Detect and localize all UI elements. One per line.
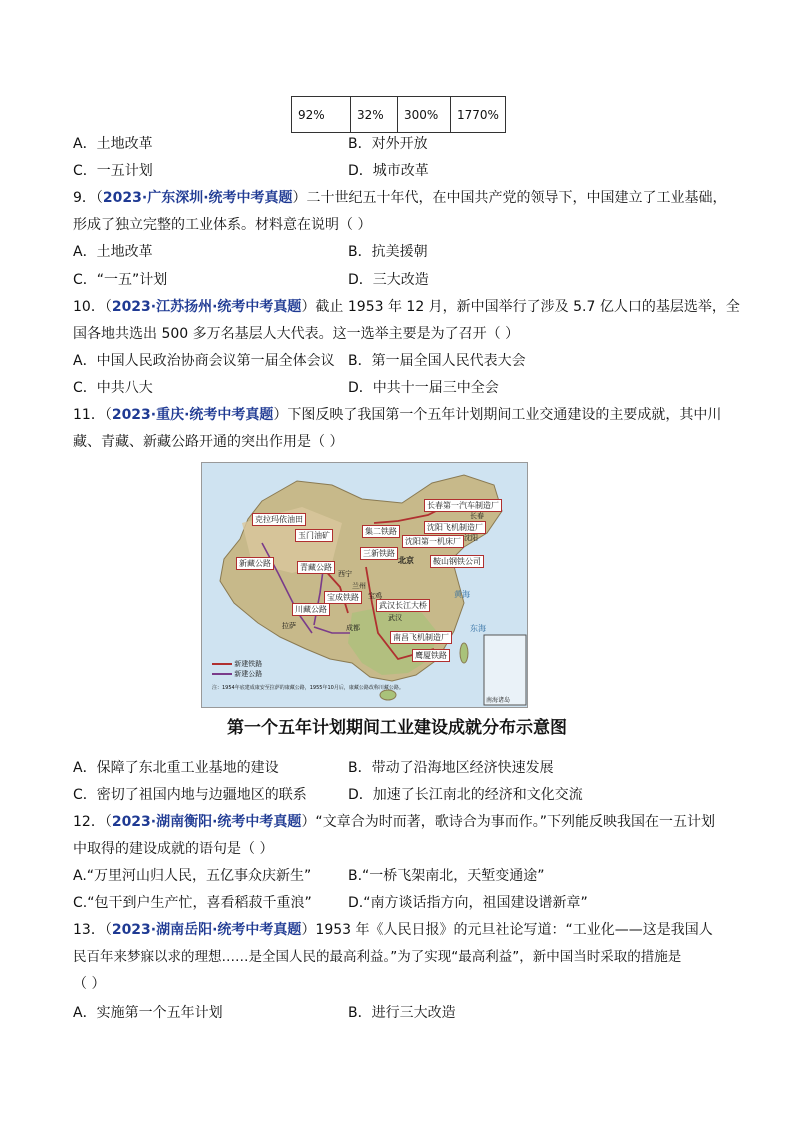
map-city: 西宁 (338, 570, 352, 578)
q11-stem-line2: 藏、青藏、新藏公路开通的突出作用是（ ） (73, 434, 344, 450)
q12-option-c: C.“包干到户生产忙，喜看稻菽千重浪” (73, 895, 312, 911)
q11-option-a: A．保障了东北重工业基地的建设 (73, 760, 279, 776)
map-city: 北京 (398, 556, 414, 565)
map-label: 青藏公路 (297, 561, 335, 574)
map-city: 长春 (470, 512, 484, 520)
q9-stem-line1: 9．（2023·广东深圳·统考中考真题）二十世纪五十年代，在中国共产党的领导下，中国建立了工业基础， (73, 190, 727, 206)
q9-option-c: C．“一五”计划 (73, 272, 168, 288)
map-label: 川藏公路 (292, 603, 330, 616)
map-label: 南昌飞机制造厂 (390, 631, 452, 644)
map-label: 鹰厦铁路 (412, 649, 450, 662)
q12-option-a: A.“万里河山归人民，五亿事众庆新生” (73, 868, 312, 884)
q12-stem-line2: 中取得的建设成就的语句是（ ） (73, 841, 274, 857)
map-label: 沈阳第一机床厂 (402, 535, 464, 548)
q9-stem-line2: 形成了独立完整的工业体系。材料意在说明（ ） (73, 217, 372, 233)
map-label: 新藏公路 (236, 557, 274, 570)
map-label: 沈阳飞机制造厂 (424, 521, 486, 534)
map-city: 沈阳 (464, 534, 478, 542)
q10-option-b: B．第一届全国人民代表大会 (348, 353, 526, 369)
q12-option-d: D.“南方谈话指方向，祖国建设谱新章” (348, 895, 588, 911)
q13-source: 2023·湖南岳阳·统考中考真题 (111, 922, 302, 938)
table-cell: 92% (292, 97, 351, 133)
q11-stem-line1: 11．（2023·重庆·统考中考真题）下图反映了我国第一个五年计划期间工业交通建设的主要成就，其中川 (73, 407, 722, 423)
q12-stem-line1: 12．（2023·湖南衡阳·统考中考真题）“文章合为时而著，歌诗合为事而作。”下列能反映我国在一五计划 (73, 814, 715, 830)
map-legend: 新建铁路 新建公路 (212, 659, 262, 679)
q11-option-c: C．密切了祖国内地与边疆地区的联系 (73, 787, 307, 803)
map-city: 拉萨 (282, 622, 296, 630)
q11-source: 2023·重庆·统考中考真题 (111, 407, 274, 423)
q10-option-a: A．中国人民政治协商会议第一届全体会议 (73, 353, 335, 369)
map-label: 玉门油矿 (295, 529, 333, 542)
q12-option-b: B.“一桥飞架南北，天堑变通途” (348, 868, 545, 884)
q8-option-d: D．城市改革 (348, 163, 429, 179)
map-sea-label: 黄海 (454, 590, 470, 599)
map-sea-label: 东海 (470, 624, 486, 633)
q13-stem-line1: 13．（2023·湖南岳阳·统考中考真题）1953 年《人民日报》的元旦社论写道：“工业化——这是我国人 (73, 922, 713, 938)
q11-option-b: B．带动了沿海地区经济快速发展 (348, 760, 554, 776)
map-city: 宝鸡 (368, 592, 382, 600)
q13-stem-line3: （ ） (73, 976, 106, 992)
table-cell: 32% (351, 97, 398, 133)
map-city: 武汉 (388, 614, 402, 622)
map-label: 武汉长江大桥 (376, 599, 430, 612)
map-caption: 第一个五年计划期间工业建设成就分布示意图 (227, 718, 567, 738)
q10-stem-line1: 10．（2023·江苏扬州·统考中考真题）截止 1953 年 12 月，新中国举行了涉及 5.7 亿人口的基层选举，全 (73, 299, 740, 315)
map-label: 鞍山钢铁公司 (430, 555, 484, 568)
map-label: 三新铁路 (360, 547, 398, 560)
map-label: 长春第一汽车制造厂 (424, 499, 502, 512)
growth-table (291, 96, 506, 133)
q9-option-d: D．三大改造 (348, 272, 429, 288)
q13-option-a: A．实施第一个五年计划 (73, 1005, 223, 1021)
map-label: 宝成铁路 (324, 591, 362, 604)
q8-option-c: C．一五计划 (73, 163, 153, 179)
railway-legend-swatch (212, 663, 232, 665)
map-inset-label: 南海诸岛 (486, 697, 511, 704)
q10-option-c: C．中共八大 (73, 380, 153, 396)
q9-source: 2023·广东深圳·统考中考真题 (102, 190, 293, 206)
q10-option-d: D．中共十一届三中全会 (348, 380, 499, 396)
china-map-figure (201, 462, 528, 708)
q13-stem-line2: 民百年来梦寐以求的理想……是全国人民的最高利益。”为了实现“最高利益”，新中国当时采取的措施是 (73, 949, 682, 965)
q9-option-a: A．土地改革 (73, 244, 153, 260)
q10-source: 2023·江苏扬州·统考中考真题 (111, 299, 302, 315)
map-city: 成都 (346, 624, 360, 632)
q12-source: 2023·湖南衡阳·统考中考真题 (111, 814, 302, 830)
map-city: 兰州 (352, 582, 366, 590)
map-label: 集二铁路 (362, 525, 400, 538)
road-legend-swatch (212, 673, 232, 675)
q13-option-b: B．进行三大改造 (348, 1005, 456, 1021)
q9-option-b: B．抗美援朝 (348, 244, 428, 260)
map-label: 克拉玛依油田 (252, 513, 306, 526)
q11-option-d: D．加速了长江南北的经济和文化交流 (348, 787, 583, 803)
table-cell: 1770% (451, 97, 506, 133)
map-note: 注：1954年底建成康安至拉萨的康藏公路，1955年10月后，康藏公路改称川藏公路。 (212, 685, 404, 691)
q8-option-a: A．土地改革 (73, 136, 153, 152)
q8-option-b: B．对外开放 (348, 136, 428, 152)
table-cell: 300% (398, 97, 451, 133)
q10-stem-line2: 国各地共选出 500 多万名基层人大代表。这一选举主要是为了召开（ ） (73, 326, 520, 342)
